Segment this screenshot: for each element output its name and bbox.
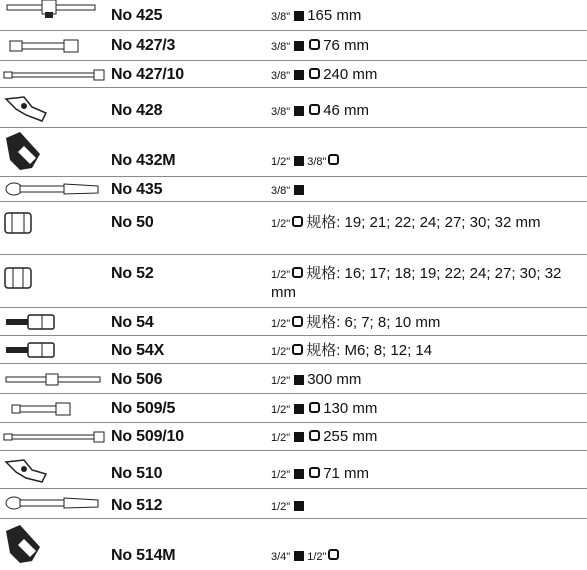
item-spec xyxy=(271,428,583,447)
item-code: No 50 xyxy=(111,214,154,231)
drive-size: 1/2" xyxy=(271,469,291,481)
universal-joint-icon xyxy=(2,456,52,484)
item-code: No 509/5 xyxy=(111,400,176,417)
output-size: 3/8" xyxy=(307,156,327,168)
ratchet-icon xyxy=(2,181,102,197)
square-drive-icon xyxy=(294,375,304,385)
spec-text: 46 mm xyxy=(323,102,370,119)
item-code: No 428 xyxy=(111,102,163,119)
socket-ring-icon xyxy=(309,467,320,478)
item-spec xyxy=(271,37,583,56)
socket-ring-icon xyxy=(309,430,320,441)
drive-size: 3/8" xyxy=(271,70,291,82)
square-drive-icon xyxy=(294,469,304,479)
item-code: No 512 xyxy=(111,497,163,514)
drive-size: 1/2" xyxy=(271,269,291,281)
item-spec xyxy=(271,371,583,390)
table-row xyxy=(0,202,587,255)
deep-socket-icon xyxy=(2,265,36,291)
item-code: No 432M xyxy=(111,152,176,169)
item-code: No 506 xyxy=(111,371,163,388)
drive-size: 1/2" xyxy=(271,218,291,230)
square-drive-icon xyxy=(294,432,304,442)
square-drive-icon xyxy=(294,156,304,166)
socket-ring-icon xyxy=(292,216,303,227)
socket-ring-icon xyxy=(328,154,339,165)
item-spec xyxy=(271,214,583,233)
square-drive-icon xyxy=(294,41,304,51)
short-extension-icon xyxy=(2,37,102,55)
spec-text: 130 mm xyxy=(323,400,378,417)
table-row xyxy=(0,31,587,61)
output-size: 1/2" xyxy=(307,551,327,563)
spec-text: 规格: M6; 8; 12; 14 xyxy=(306,342,433,359)
item-spec xyxy=(271,547,583,566)
spec-text: 165 mm xyxy=(307,7,362,24)
item-spec xyxy=(271,7,583,26)
drive-size: 1/2" xyxy=(271,346,291,358)
item-spec xyxy=(271,465,583,484)
socket-ring-icon xyxy=(292,267,303,278)
table-row xyxy=(0,519,587,570)
item-spec xyxy=(271,66,583,85)
socket-ring-icon xyxy=(309,68,320,79)
socket-icon xyxy=(2,210,36,236)
drive-size: 1/2" xyxy=(271,318,291,330)
drive-size: 1/2" xyxy=(271,156,291,168)
item-spec xyxy=(271,497,583,516)
item-code: No 54X xyxy=(111,342,165,359)
drive-size: 3/8" xyxy=(271,11,291,23)
hex-bit-socket-icon xyxy=(2,313,62,331)
item-spec xyxy=(271,342,583,361)
item-spec xyxy=(271,400,583,419)
spec-text: 240 mm xyxy=(323,66,378,83)
table-row xyxy=(0,423,587,451)
item-code: No 509/10 xyxy=(111,428,184,445)
drive-size: 3/8" xyxy=(271,106,291,118)
item-spec xyxy=(271,152,583,171)
adapter-icon xyxy=(2,523,46,567)
socket-ring-icon xyxy=(292,344,303,355)
table-row xyxy=(0,451,587,489)
spec-text: 300 mm xyxy=(307,371,362,388)
t-handle-icon xyxy=(2,0,102,22)
square-drive-icon xyxy=(294,551,304,561)
square-drive-icon xyxy=(294,70,304,80)
socket-ring-icon xyxy=(292,316,303,327)
item-code: No 54 xyxy=(111,314,154,331)
drive-size: 1/2" xyxy=(271,501,291,513)
item-code: No 514M xyxy=(111,547,176,564)
item-code: No 435 xyxy=(111,181,163,198)
long-extension-icon xyxy=(2,68,108,82)
table-row xyxy=(0,61,587,88)
drive-size: 1/2" xyxy=(271,432,291,444)
table-row xyxy=(0,489,587,519)
table-row xyxy=(0,88,587,128)
table-row xyxy=(0,177,587,202)
table-row xyxy=(0,364,587,394)
ratchet-icon xyxy=(2,495,102,511)
item-code: No 427/10 xyxy=(111,66,184,83)
adapter-icon xyxy=(2,130,46,174)
item-spec xyxy=(271,265,583,302)
drive-size: 1/2" xyxy=(271,404,291,416)
item-code: No 52 xyxy=(111,265,154,282)
spline-bit-socket-icon xyxy=(2,341,62,359)
long-extension-icon xyxy=(2,430,108,444)
table-row xyxy=(0,308,587,336)
drive-size: 3/4" xyxy=(271,551,291,563)
drive-size: 3/8" xyxy=(271,41,291,53)
table-row xyxy=(0,0,587,31)
square-drive-icon xyxy=(294,501,304,511)
socket-ring-icon xyxy=(309,402,320,413)
item-spec xyxy=(271,314,583,333)
spec-text: 255 mm xyxy=(323,428,378,445)
table-row xyxy=(0,255,587,308)
table-row xyxy=(0,336,587,364)
spec-text: 规格: 16; 17; 18; 19; 22; 24; 27; 30; 32 mm xyxy=(271,265,562,301)
sliding-t-bar-icon xyxy=(2,372,106,388)
short-extension-icon xyxy=(2,401,102,417)
item-code: No 427/3 xyxy=(111,37,176,54)
item-spec xyxy=(271,102,583,121)
drive-size: 3/8" xyxy=(271,185,291,197)
socket-ring-icon xyxy=(309,104,320,115)
item-code: No 425 xyxy=(111,7,163,24)
universal-joint-icon xyxy=(2,93,52,123)
spec-text: 规格: 19; 21; 22; 24; 27; 30; 32 mm xyxy=(306,214,541,231)
table-row xyxy=(0,128,587,177)
square-drive-icon xyxy=(294,185,304,195)
item-code: No 510 xyxy=(111,465,163,482)
socket-ring-icon xyxy=(309,39,320,50)
table-row xyxy=(0,394,587,423)
item-spec xyxy=(271,181,583,200)
square-drive-icon xyxy=(294,11,304,21)
square-drive-icon xyxy=(294,404,304,414)
spec-text: 71 mm xyxy=(323,465,370,482)
drive-size: 1/2" xyxy=(271,375,291,387)
spec-text: 规格: 6; 7; 8; 10 mm xyxy=(306,314,441,331)
socket-ring-icon xyxy=(328,549,339,560)
square-drive-icon xyxy=(294,106,304,116)
spec-text: 76 mm xyxy=(323,37,370,54)
